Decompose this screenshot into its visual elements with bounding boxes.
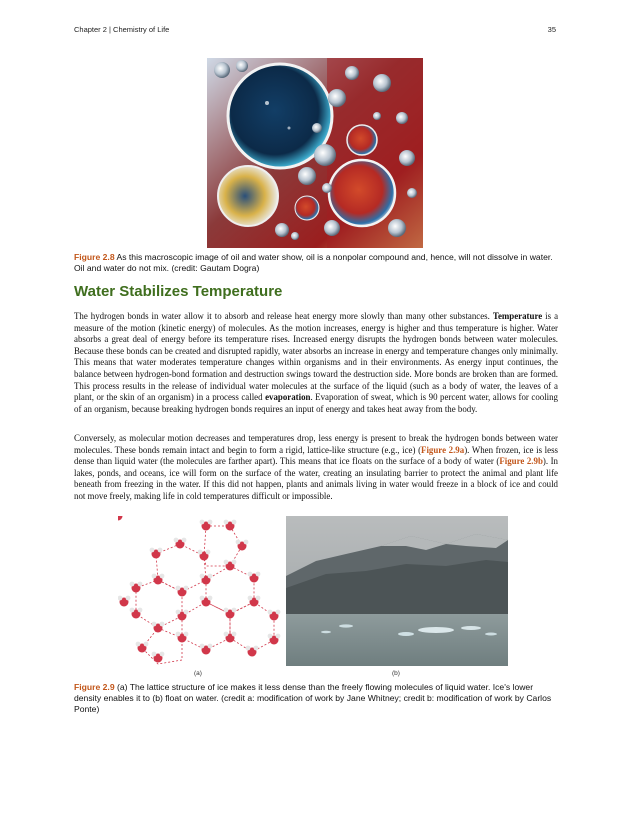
ice-lattice-molecule-diagram-icon [118,516,283,666]
text-run: ). In lakes, ponds, and oceans, ice will form on the surface of the water, creating an insulating barrier to protect the animal and plant life beneath from freezing in the water. If this did not happen, plants and animals living in water would freeze in a block of ice and could not move freely, making life in cold temperatures difficult or impossible. [74,456,558,501]
figure-2-8-caption [74,252,558,274]
floating-ice-lake-photo-icon [286,516,508,666]
panel-b-label: (b) [392,670,400,677]
link-suffix: a [459,444,465,455]
oil-and-water-droplets-image-icon [207,58,423,248]
text-run: . Evaporation of sweat, which is 90 percent water, allows for cooling of an organism, because breaking hydrogen bonds requires an input of energy and takes heat away from the body. [74,392,558,414]
figure-label: Figure 2.9 [74,682,115,692]
paragraph-2 [74,433,558,503]
floating-ice-photo [286,516,508,666]
text-run: The hydrogen bonds in water allow it to absorb and release heat energy more slowly than many other substances. [74,311,493,321]
figure-2-9a-link[interactable] [421,445,464,455]
caption-text: As this macroscopic image of oil and water show, oil is a nonpolar compound and, hence, will not dissolve in water. Oil and water do not mix. (credit: Gautam Dogra) [74,252,553,273]
page-number: 35 [547,25,556,34]
ice-lattice-diagram [118,516,283,666]
text-run: ). When frozen, ice is less dense than liquid water (the molecules are farther apart). This means that ice floats on the surface of a body of water ( [74,444,558,467]
term-temperature: Temperature [492,311,543,321]
caption-text: (a) The lattice structure of ice makes it less dense than the freely flowing molecules of liquid water. Ice's lower density enables it to (b) float on water. (credit a: modification of work by Jane Whitney; credit b: modification of work by Carlos Ponte) [74,682,552,714]
oil-water-image [207,58,423,248]
panel-a-label: (a) [194,670,202,677]
figure-2-9b-link[interactable] [499,456,543,466]
link-text: Figure 2.9 [421,444,460,455]
text-run: Conversely, as molecular motion decreases and temperatures drop, less energy is present to break the hydrogen bonds between water molecules. These bonds remain intact and begin to form a rigid, lattice-like structure (e.g., ice) ( [74,433,558,455]
figure-2-9-caption [74,682,558,715]
link-text: Figure 2.9 [499,456,538,467]
section-heading: Water Stabilizes Temperature [74,283,283,300]
term-evaporation: evaporation [265,392,311,403]
page-header [74,25,556,37]
figure-label: Figure 2.8 [74,252,115,262]
link-suffix: b [537,456,543,467]
text-run: is a measure of the motion (kinetic energy) of molecules. As the motion increases, energy is higher and thus temperature is higher. Water absorbs a great deal of energy before its temperature rises. Increased energy disrupts the hydrogen bonds between water molecules. Because these bonds can be created and disrupted rapidly, water absorbs an increase in energy and temperature changes only minimally. This means that water moderates temperature changes within organisms and in their environments. As energy input continues, the balance between hydrogen-bond formation and destruction swings toward the destruction side. More bonds are broken than are formed. This process results in the release of individual water molecules at the surface of the liquid (such as a body of water, the leaves of a plant, or the skin of an organism) in a process called [74,311,559,403]
chapter-title: Chapter 2 | Chemistry of Life [74,25,170,34]
paragraph-1 [74,311,558,415]
